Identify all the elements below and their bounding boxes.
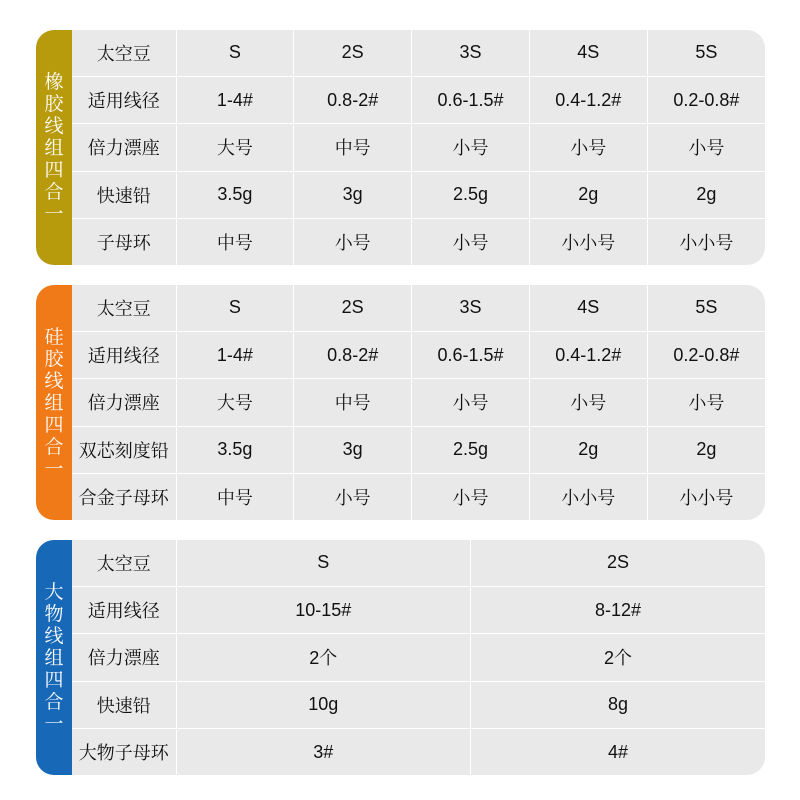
side-title-char: 一 <box>44 202 64 225</box>
table-cell: 小小号 <box>529 219 647 266</box>
bigfish-line-set-panel <box>36 540 765 775</box>
side-title-char: 组 <box>44 646 64 669</box>
rubber-spec-table <box>72 30 765 265</box>
table-cell: 5S <box>647 285 765 331</box>
table-cell: S <box>176 540 471 586</box>
row-label: 适用线径 <box>72 76 176 123</box>
row-label: 适用线径 <box>72 586 176 633</box>
table-cell: 小号 <box>412 124 530 171</box>
side-title-char: 组 <box>44 391 64 414</box>
table-cell: 小号 <box>647 124 765 171</box>
table-cell: 1-4# <box>176 76 294 123</box>
side-title-char: 橡 <box>44 70 64 93</box>
side-title-char: 一 <box>44 457 64 480</box>
table-row <box>72 379 765 426</box>
row-label: 适用线径 <box>72 331 176 378</box>
side-title-char: 四 <box>44 158 64 181</box>
table-row <box>72 586 765 633</box>
table-cell: 2g <box>647 171 765 218</box>
table-cell: 2g <box>529 426 647 473</box>
table-cell: 小小号 <box>679 233 734 253</box>
table-row <box>72 540 765 586</box>
table-cell: 中号 <box>176 219 294 266</box>
table-row <box>72 634 765 681</box>
table-cell: 小号 <box>294 219 412 266</box>
row-label: 双芯刻度铅 <box>72 426 176 473</box>
table-cell: 10-15# <box>176 586 471 633</box>
side-title-char: 合 <box>44 690 64 713</box>
table-row <box>72 331 765 378</box>
table-cell: 2S <box>471 540 766 586</box>
table-cell: 中号 <box>294 379 412 426</box>
silicone-spec-table <box>72 285 765 520</box>
table-cell: 2g <box>647 426 765 473</box>
row-label: 快速铅 <box>72 681 176 728</box>
table-cell: 0.4-1.2# <box>529 331 647 378</box>
side-title-char: 线 <box>44 114 64 137</box>
table-cell: 2.5g <box>412 171 530 218</box>
table-cell: 小小号 <box>679 488 734 508</box>
table-cell: 小小号 <box>529 474 647 521</box>
side-title-char: 合 <box>44 435 64 458</box>
table-cell: 4# <box>607 741 629 762</box>
table-cell: 0.6-1.5# <box>412 76 530 123</box>
table-cell: 0.2-0.8# <box>647 76 765 123</box>
table-cell: 0.8-2# <box>294 331 412 378</box>
table-row <box>72 681 765 728</box>
side-title-char: 四 <box>44 668 64 691</box>
side-title-char: 四 <box>44 413 64 436</box>
rubber-side-title <box>36 30 72 265</box>
table-cell: 0.6-1.5# <box>412 331 530 378</box>
silicone-line-set-panel <box>36 285 765 520</box>
table-cell: 2.5g <box>412 426 530 473</box>
side-title-char: 组 <box>44 136 64 159</box>
table-cell: 8g <box>471 681 766 728</box>
table-row <box>72 285 765 331</box>
row-label: 大物子母环 <box>72 729 176 776</box>
table-row <box>72 124 765 171</box>
table-cell: 大号 <box>176 379 294 426</box>
row-label: 快速铅 <box>72 171 176 218</box>
table-row <box>72 76 765 123</box>
table-cell: 8-12# <box>471 586 766 633</box>
bigfish-side-title <box>36 540 72 775</box>
table-cell: 3# <box>176 729 471 776</box>
table-cell: 5S <box>647 30 765 76</box>
side-title-char: 硅 <box>44 325 64 348</box>
table-cell: 2g <box>529 171 647 218</box>
table-row <box>72 729 765 776</box>
table-row <box>72 30 765 76</box>
table-cell: 2S <box>294 30 412 76</box>
side-title-char: 线 <box>44 369 64 392</box>
table-cell: 1-4# <box>176 331 294 378</box>
table-cell: 大号 <box>176 124 294 171</box>
table-cell: 2个 <box>176 634 471 681</box>
table-cell: 3S <box>412 285 530 331</box>
table-cell: 4S <box>529 30 647 76</box>
table-cell: 小号 <box>412 219 530 266</box>
row-label: 倍力漂座 <box>72 379 176 426</box>
row-label: 倍力漂座 <box>72 124 176 171</box>
table-cell: 4S <box>529 285 647 331</box>
table-cell: 3.5g <box>176 426 294 473</box>
table-cell: 小号 <box>529 124 647 171</box>
side-title-char: 一 <box>44 712 64 735</box>
bigfish-spec-table <box>72 540 765 775</box>
table-cell: 3.5g <box>176 171 294 218</box>
table-cell: 小号 <box>647 379 765 426</box>
table-cell: 0.2-0.8# <box>647 331 765 378</box>
row-label: 倍力漂座 <box>72 634 176 681</box>
side-title-char: 合 <box>44 180 64 203</box>
row-label: 太空豆 <box>72 285 176 331</box>
table-cell: 3g <box>294 171 412 218</box>
rubber-line-set-panel <box>36 30 765 265</box>
table-cell: 10g <box>176 681 471 728</box>
table-cell: 3g <box>294 426 412 473</box>
side-title-char: 胶 <box>44 92 64 115</box>
table-cell: S <box>176 30 294 76</box>
table-cell: 3S <box>412 30 530 76</box>
silicone-side-title <box>36 285 72 520</box>
table-cell: 小号 <box>412 379 530 426</box>
row-label: 合金子母环 <box>72 474 176 521</box>
table-cell: 小号 <box>412 474 530 521</box>
side-title-char: 胶 <box>44 347 64 370</box>
side-title-char: 物 <box>44 602 64 625</box>
table-row <box>72 171 765 218</box>
table-cell: 2个 <box>471 634 766 681</box>
side-title-char: 大 <box>44 580 64 603</box>
table-row <box>72 474 765 521</box>
table-cell: 0.4-1.2# <box>529 76 647 123</box>
table-row <box>72 426 765 473</box>
table-cell: 小号 <box>529 379 647 426</box>
table-cell: 0.8-2# <box>294 76 412 123</box>
table-cell: 中号 <box>294 124 412 171</box>
table-cell: S <box>176 285 294 331</box>
row-label: 太空豆 <box>72 540 176 586</box>
table-cell: 中号 <box>176 474 294 521</box>
table-cell: 小号 <box>294 474 412 521</box>
row-label: 子母环 <box>72 219 176 266</box>
side-title-char: 线 <box>44 624 64 647</box>
row-label: 太空豆 <box>72 30 176 76</box>
table-row <box>72 219 765 266</box>
table-cell: 2S <box>294 285 412 331</box>
